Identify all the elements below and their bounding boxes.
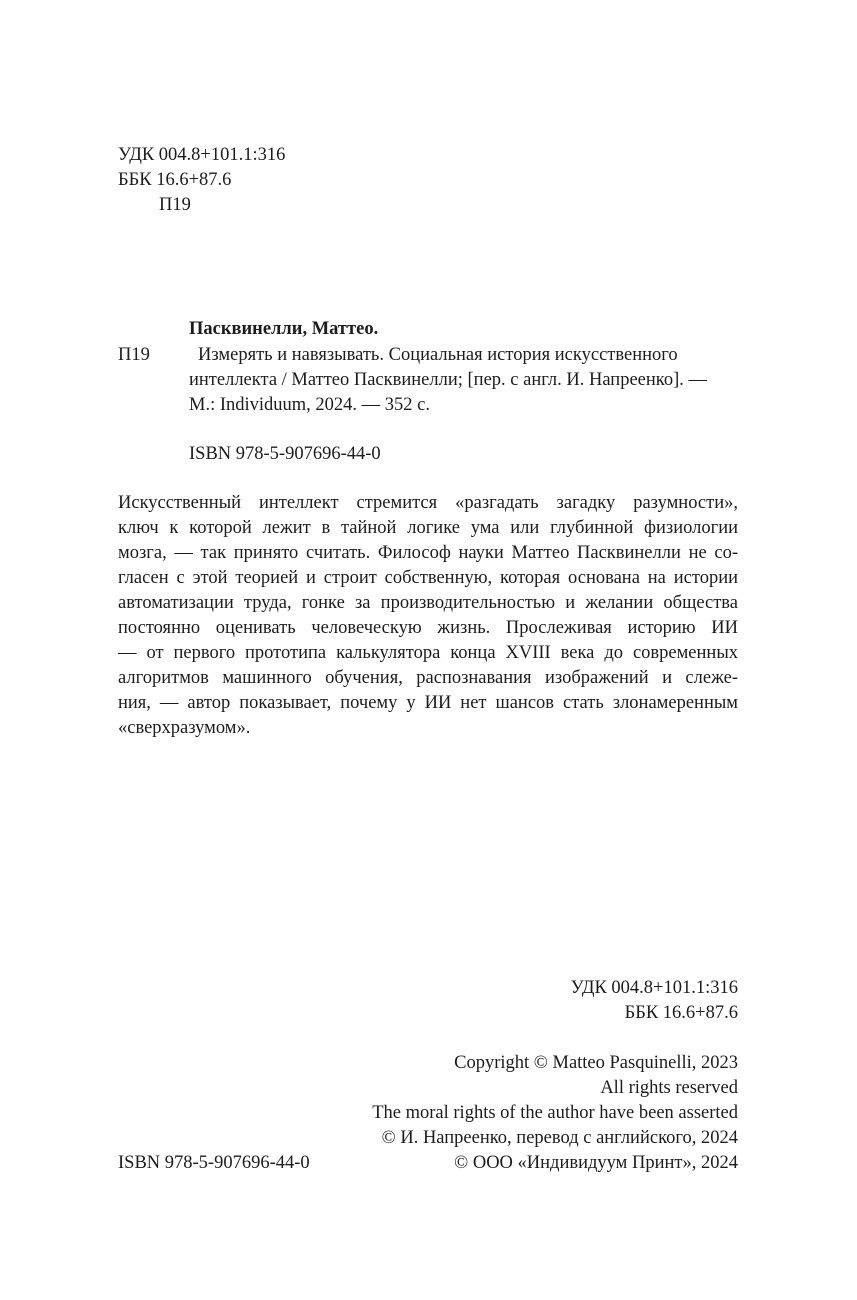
annotation-line: Искусственный интеллект стремится «разгадать загадку разумности», [118,493,738,513]
biblio-line: М.: Individuum, 2024. — 352 с. [189,395,431,415]
annotation-line: ния, — автор показывает, почему у ИИ нет шансов стать злонамеренным [118,693,738,713]
copyright-line: Copyright © Matteo Pasquinelli, 2023 [454,1053,738,1073]
biblio-author: Пасквинелли, Маттео. [189,319,379,339]
bottom-bbk-code: ББК 16.6+87.6 [624,1003,738,1023]
bottom-udk-code: УДК 004.8+101.1:316 [570,978,738,998]
biblio-line: интеллекта / Маттео Пасквинелли; [пер. с англ. И. Напреенко]. — [189,370,707,390]
biblio-author-code: П19 [118,345,150,365]
biblio-line: Измерять и навязывать. Социальная история искусственного [198,345,678,365]
annotation-line: ключ к которой лежит в тайной логике ума или глубинной физиологии [118,518,738,538]
annotation-line: — от первого прототипа калькулятора конца XVIII века до современных [118,643,738,663]
copyright-line: © ООО «Индивидуум Принт», 2024 [454,1153,738,1173]
top-udk-code: УДК 004.8+101.1:316 [118,145,286,165]
annotation-line: алгоритмов машинного обучения, распознавания изображений и слеже- [118,668,738,688]
biblio-isbn: ISBN 978-5-907696-44-0 [189,444,381,464]
copyright-line: © И. Напреенко, перевод с английского, 2024 [381,1128,738,1148]
copyright-line: The moral rights of the author have been asserted [372,1103,738,1123]
top-author-code: П19 [159,195,191,215]
top-bbk-code: ББК 16.6+87.6 [118,170,232,190]
annotation-line: гласен с этой теорией и строит собственную, которая основана на истории [118,568,738,588]
annotation-line: мозга, — так принято считать. Философ науки Маттео Пасквинелли не со- [118,543,738,563]
annotation-paragraph [118,491,738,741]
bottom-isbn: ISBN 978-5-907696-44-0 [118,1153,310,1173]
annotation-line: «сверхразумом». [118,718,251,738]
annotation-line: постоянно оценивать человеческую жизнь. Прослеживая историю ИИ [118,618,738,638]
annotation-line: автоматизации труда, гонке за производительностью и желании общества [118,593,738,613]
copyright-line: All rights reserved [600,1078,738,1098]
